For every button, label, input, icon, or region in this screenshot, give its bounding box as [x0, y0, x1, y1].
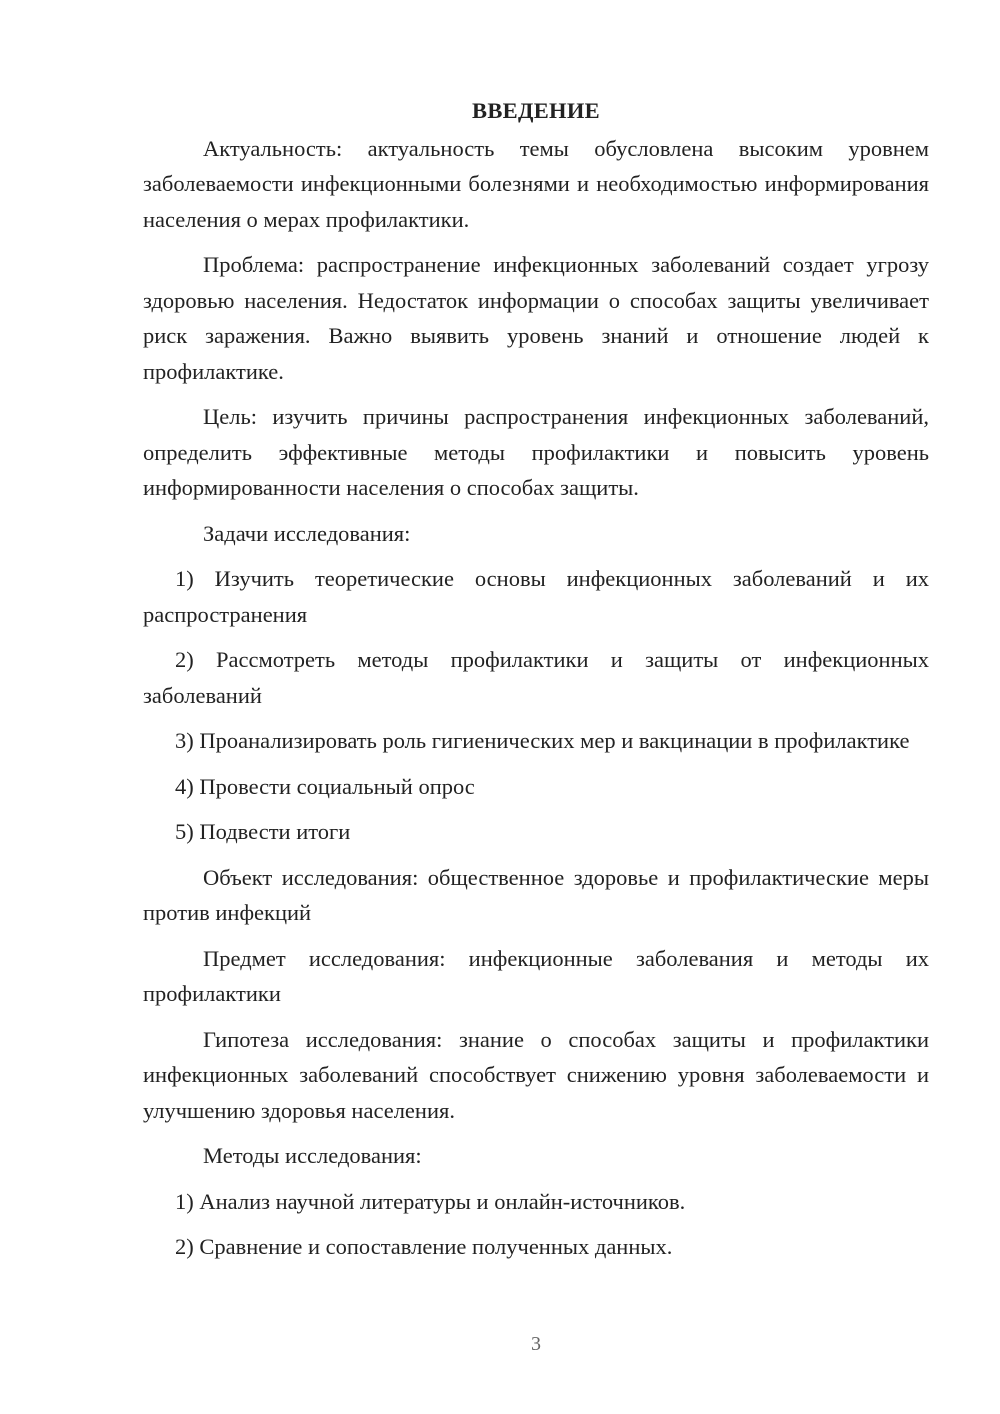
page-content [143, 93, 929, 1275]
tasks-heading: Задачи исследования: [203, 520, 411, 546]
goal-paragraph: Цель: изучить причины распространения инфекционных заболеваний, определить эффективные методы профилактики и повысить уровень информированности населения о способах защиты. [143, 404, 929, 500]
page-number: 3 [531, 1333, 541, 1355]
method-item: 1) Анализ научной литературы и онлайн-источников. [175, 1188, 686, 1214]
task-item: 4) Провести социальный опрос [175, 773, 475, 799]
hypothesis-paragraph: Гипотеза исследования: знание о способах защиты и профилактики инфекционных заболеваний способствует снижению уровня заболеваемости и улучшению здоровья населения. [143, 1026, 929, 1123]
page-title: ВВЕДЕНИЕ [472, 98, 600, 123]
methods-heading: Методы исследования: [203, 1143, 422, 1168]
method-item: 2) Сравнение и сопоставление полученных данных. [175, 1234, 673, 1259]
object-paragraph: Объект исследования: общественное здоровье и профилактические меры против инфекций [143, 864, 929, 925]
subject-paragraph: Предмет исследования: инфекционные заболевания и методы их профилактики [143, 945, 929, 1006]
relevance-paragraph: Актуальность: актуальность темы обусловлена высоким уровнем заболеваемости инфекционными болезнями и необходимостью информирования населения о мерах профилактики. [143, 135, 929, 232]
problem-paragraph: Проблема: распространение инфекционных заболеваний создает угрозу здоровью населения. Недостаток информации о способах защиты увеличивает риск заражения. Важно выявить уровень знаний и отношение людей к профилактике. [143, 252, 929, 384]
task-item: 3) Проанализировать роль гигиенических мер и вакцинации в профилактике [175, 728, 910, 753]
task-item: 2) Рассмотреть методы профилактики и защиты от инфекционных заболеваний [143, 647, 929, 708]
task-item: 1) Изучить теоретические основы инфекционных заболеваний и их распространения [143, 566, 929, 627]
task-item: 5) Подвести итоги [175, 819, 351, 844]
